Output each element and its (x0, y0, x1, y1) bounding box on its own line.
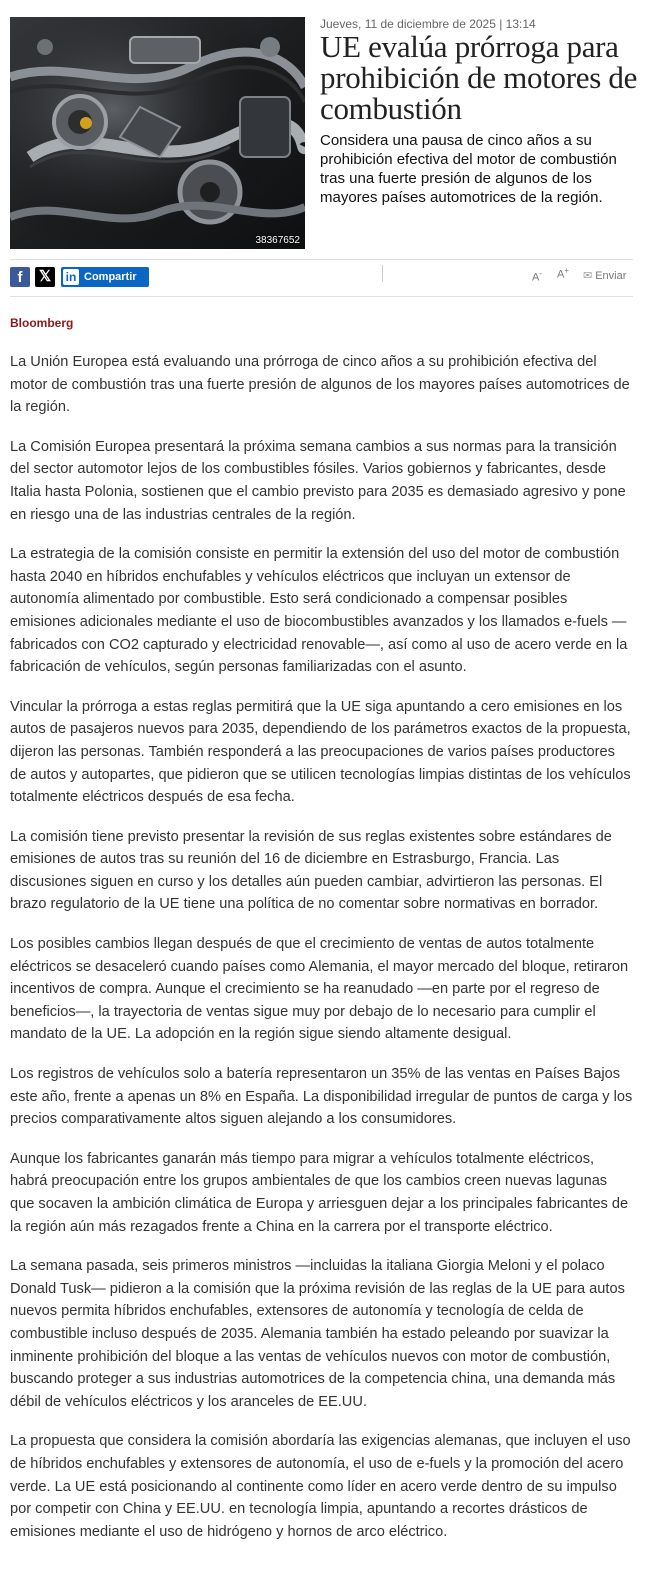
engine-illustration (10, 17, 305, 249)
share-toolbar (10, 259, 633, 297)
x-share-button[interactable] (35, 267, 55, 287)
font-increase-sign: + (564, 266, 570, 275)
headline: UE evalúa prórroga para prohibición de motores de combustión (320, 29, 638, 126)
photo-id: 38367652 (255, 235, 300, 246)
article-paragraph: La comisión tiene previsto presentar la revisión de sus reglas existentes sobre estándares de emisiones de autos tras su reunión del 16 de diciembre en Estrasburgo, Francia. Las discusiones siguen en curso y los detalles aún pueden cambiar, advirtieron las personas. El brazo regulatorio de la UE tiene una política de no comentar sobre normativas en borrador. (10, 828, 612, 913)
font-decrease-sign: - (539, 269, 543, 278)
facebook-share-button[interactable] (10, 267, 30, 287)
article-paragraph: La Unión Europea está evaluando una prórroga de cinco años a su prohibición efectiva del motor de combustión tras una fuerte presión de algunos de los mayores países automotrices de la región. (10, 354, 630, 416)
send-email-button[interactable] (583, 269, 626, 282)
linkedin-share-label: Compartir (84, 271, 137, 283)
envelope-icon: ✉ (583, 270, 593, 282)
dateline: Jueves, 11 de diciembre de 2025 | 13:14 (320, 17, 536, 31)
article-paragraph: La semana pasada, seis primeros ministros —incluidas la italiana Giorgia Meloni y el polaco Donald Tusk— pidieron a la comisión que la próxima revisión de las reglas de la UE para autos nuevos permita híbridos enchufables, extensores de autonomía y tecnología de celda de combustible incluso después de 2035. Alemania también ha estado peleando por suavizar la inminente prohibición del bloque a las ventas de vehículos nuevos con motor de combustión, buscando proteger a sus industrias automotrices de la competencia china, una demanda más débil de vehículos eléctricos y los aranceles de EE.UU. (10, 1258, 625, 1410)
article-source: Bloomberg (10, 316, 74, 330)
font-increase-button[interactable] (557, 266, 569, 281)
x-icon: 𝕏 (38, 268, 52, 285)
engine-photo[interactable] (10, 17, 305, 249)
article-paragraph: Vincular la prórroga a estas reglas permitirá que la UE siga apuntando a cero emisiones en los autos de pasajeros nuevos para 2035, dependiendo de los parámetros exactos de la propuesta, dijeron las personas. También responderá a las preocupaciones de varios países productores de autos y autopartes, que pidieron que se utilicen tecnologías limpias distintas de los vehículos totalmente eléctricos después de esa fecha. (10, 698, 631, 806)
article-body (10, 351, 633, 1560)
font-increase-letter: A (557, 268, 565, 281)
font-decrease-button[interactable] (532, 269, 542, 284)
send-label: Enviar (595, 270, 627, 282)
facebook-icon: f (17, 269, 23, 286)
article-paragraph: Aunque los fabricantes ganarán más tiempo para migrar a vehículos totalmente eléctricos, habrá preocupación entre los grupos ambientales de que los cambios creen nuevas lagunas que socaven la ambición climática de Europa y arriesguen dejar a los principales fabricantes de la región aún más rezagados frente a China en la carrera por el transporte eléctrico. (10, 1150, 629, 1235)
article-paragraph: Los registros de vehículos solo a batería representaron un 35% de las ventas en Países Bajos este año, frente a apenas un 8% en España. La disponibilidad irregular de puntos de carga y los precios comparativamente altos siguen alejando a los consumidores. (10, 1066, 633, 1128)
article-paragraph: Los posibles cambios llegan después de que el crecimiento de ventas de autos totalmente eléctricos se desaceleró cuando países como Alemania, el mayor mercado del bloque, retiraron incentivos de compra. Aunque el crecimiento se ha reanudado —en parte por el regreso de beneficios—, la trayectoria de ventas sigue muy por debajo de lo necesario para cumplir el mandato de la UE. La adopción en la región sigue siendo altamente desigual. (10, 936, 629, 1043)
linkedin-icon: in (63, 269, 79, 285)
article-paragraph: La Comisión Europea presentará la próxima semana cambios a sus normas para la transición del sector automotor lejos de los combustibles fósiles. Varios gobiernos y fabricantes, desde Italia hasta Polonia, sostienen que el cambio previsto para 2035 es demasiado agresivo y pone en riesgo una de las industrias centrales de la región. (10, 438, 626, 523)
article-header (10, 17, 638, 251)
article-paragraph: La propuesta que considera la comisión abordaría las exigencias alemanas, que incluyen el uso de híbridos enchufables y extensores de autonomía, el uso de e-fuels y la promoción del acero verde. La UE está posicionando al continente como líder en acero verde dentro de su impulso por competir con China y EE.UU. en tecnología limpia, apuntando a recortes drásticos de emisiones mediante el uso de hidrógeno y hornos de arco eléctrico. (10, 1433, 631, 1540)
linkedin-share-button[interactable] (61, 267, 149, 287)
article-paragraph: La estrategia de la comisión consiste en permitir la extensión del uso del motor de combustión hasta 2040 en híbridos enchufables y vehículos eléctricos que incluyan un extensor de autonomía alimentado por combustible. Esto será condicionado a compensar posibles emisiones adicionales mediante el uso de biocombustibles avanzados y los llamados e-fuels —fabricados con CO2 capturado y electricidad renovable—, así como al uso de acero verde en la fabricación de vehículos, según personas familiarizadas con el asunto. (10, 546, 628, 676)
toolbar-divider (382, 265, 383, 282)
subhead: Considera una pausa de cinco años a su prohibición efectiva del motor de combustión tras una fuerte presión de algunos de los mayores países automotrices de la región. (320, 132, 617, 206)
font-decrease-letter: A (532, 271, 540, 284)
